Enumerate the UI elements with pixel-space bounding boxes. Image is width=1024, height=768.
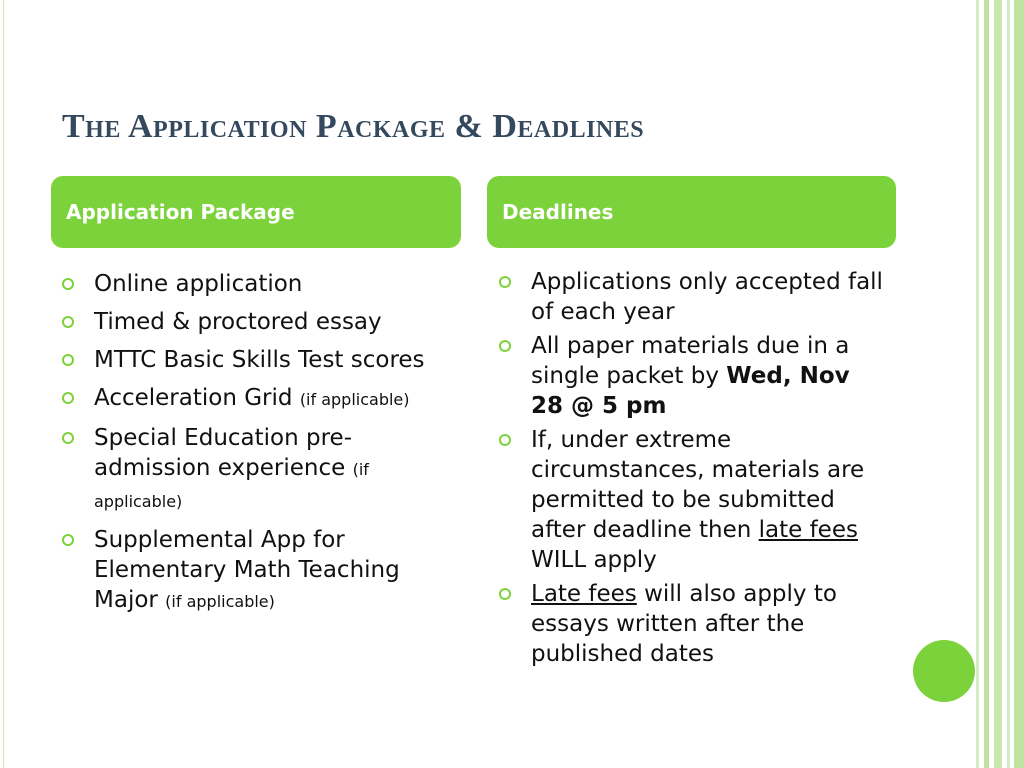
list-item (58, 423, 453, 517)
bullet-circle-icon (62, 534, 74, 546)
list-item-text: will also apply to essays written after the published dates (531, 581, 837, 667)
list-item-text: All paper materials due in a single packet by (531, 333, 850, 389)
bullet-circle-icon (499, 340, 511, 352)
list-item-text: WILL apply (531, 547, 657, 573)
bullet-circle-icon (62, 316, 74, 328)
slide-title: The Application Package & Deadlines (62, 108, 645, 145)
right-decorative-border (976, 0, 1024, 768)
deadlines-header (487, 176, 896, 248)
list-item (495, 331, 885, 421)
bullet-circle-icon (499, 588, 511, 600)
list-item (58, 525, 453, 617)
list-item-text: If, under extreme circumstances, materials are permitted to be submitted after deadline then (531, 427, 865, 543)
application-package-header (51, 176, 461, 248)
list-item (495, 267, 885, 327)
late-fees-text: late fees (758, 517, 858, 543)
list-item (58, 345, 453, 375)
list-item-note: (if applicable) (299, 390, 410, 409)
list-item (58, 269, 453, 299)
bullet-circle-icon (62, 354, 74, 366)
list-item-note: (if applicable) (94, 460, 369, 511)
bullet-circle-icon (62, 432, 74, 444)
application-package-list (58, 269, 453, 625)
deadline-date: Wed, Nov 28 @ 5 pm (531, 363, 850, 419)
late-fees-text: Late fees (531, 581, 637, 607)
application-package-header-label: Application Package (66, 200, 295, 224)
list-item-text: Supplemental App for Elementary Math Teaching Major (94, 527, 400, 613)
list-item-text: Applications only accepted fall of each year (531, 269, 883, 325)
deadlines-list (495, 267, 885, 673)
list-item-text: Timed & proctored essay (94, 309, 382, 335)
list-item-note: (if applicable) (165, 592, 275, 611)
decorative-green-circle (913, 640, 975, 702)
list-item (58, 383, 453, 415)
bullet-circle-icon (499, 276, 511, 288)
list-item (495, 425, 885, 575)
deadlines-header-label: Deadlines (502, 200, 614, 224)
list-item (58, 307, 453, 337)
list-item-text: Special Education pre-admission experience (94, 425, 352, 481)
list-item-text: Acceleration Grid (94, 385, 293, 411)
left-decorative-border (0, 0, 10, 768)
list-item (495, 579, 885, 669)
bullet-circle-icon (62, 392, 74, 404)
bullet-circle-icon (62, 278, 74, 290)
list-item-text: MTTC Basic Skills Test scores (94, 347, 425, 373)
bullet-circle-icon (499, 434, 511, 446)
list-item-text: Online application (94, 271, 303, 297)
